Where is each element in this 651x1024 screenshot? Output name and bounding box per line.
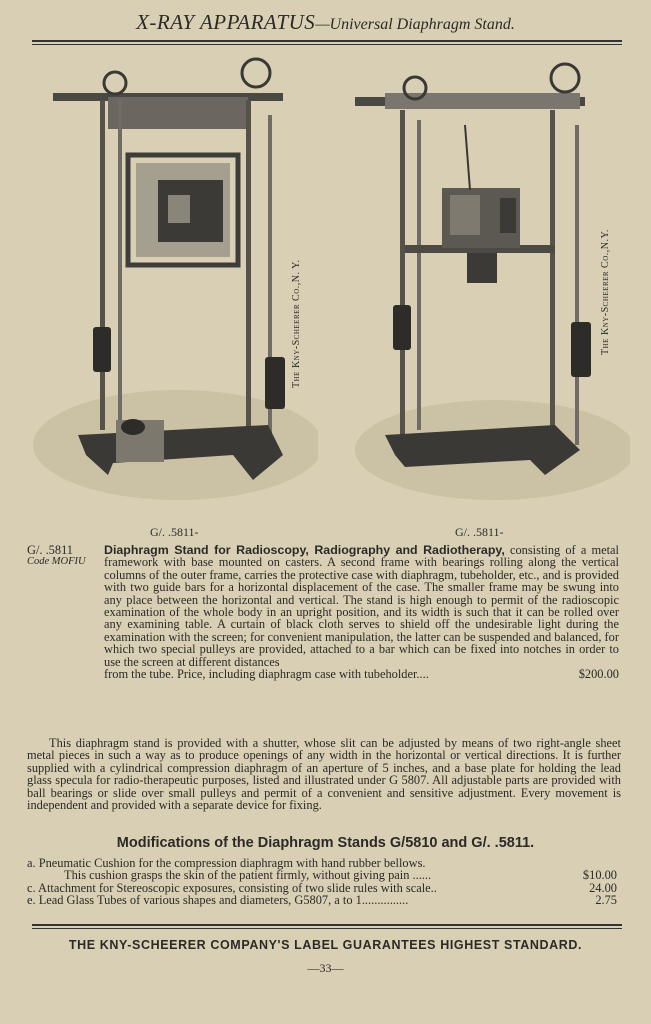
modifications-list [27,857,617,907]
item-text: a. Pneumatic Cushion for the compression diaphragm with hand rubber bellows. [27,856,426,870]
figure-caption: G/. .5811- [455,525,504,539]
guarantee-line: THE KNY-SCHEERER COMPANY'S LABEL GUARANTEES HIGHEST STANDARD. [68,938,583,952]
header-rule [32,40,622,45]
catalog-number: G/. .5811 [27,543,74,557]
item-text: c. Attachment for Stereoscopic exposures, consisting of two slide rules with scale.. [27,880,437,895]
entry-description [104,544,619,680]
list-item [27,894,617,906]
item-text: e. Lead Glass Tubes of various shapes and diameters, G5807, a to 1............... [27,893,409,908]
page-header [0,10,651,35]
price-line [104,668,619,680]
figure-diaphragm-stand-horizontal [345,55,630,525]
catalog-entry [27,544,621,680]
code-word: Code MOFIU [27,556,86,568]
figure-diaphragm-stand-vertical [28,55,318,525]
list-item [27,869,617,881]
footer-rule [32,924,622,929]
item-text: This cushion grasps the skin of the patient firmly, without giving pain ...... [64,868,432,883]
page-number: —33— [307,961,344,975]
maker-imprint: The Kny-Scheerer Co.,N.Y. [600,229,611,355]
entry-codes [27,544,105,569]
stand-illustration-2 [345,55,630,525]
modifications-title: Modifications of the Diaphragm Stands G/5810 and G/. .5811. [116,835,535,851]
entry-body: consisting of a metal framework with base mounted on casters. A second frame with bearings rolling along the vertical columns of the outer frame, carries the protective case with diaphragm, tubeholder, etc., and is provided with two guide bars for a horizontal displacement of the case. The smaller frame may be swung into any place between the horizontal and vertical. The stand is high enough to permit of the radioscopic examination of the whole body in an upright position, and its width is such that it can be rolled over any examining table. A curtain of black cloth serves to shield off the undesirable light during the examination with the screen; for convenient manipulation, the latter can be suspended and balanced, for which two special pulleys are provided, attached to a bar which can be fixed into notches in order to use the screen at different distances [104,543,619,669]
stand-illustration-1 [28,55,318,525]
price-line-text: from the tube. Price, including diaphragm case with tubeholder.... [104,667,429,682]
item-amount: 2.75 [595,893,617,908]
figure-caption: G/. .5811- [150,525,199,539]
header-title: X-RAY APPARATUS [136,10,316,34]
description-paragraph: This diaphragm stand is provided with a shutter, whose slit can be adjusted by means of two right-angle sheet metal pieces in such a way as to produce openings of any width in the horizontal or vertical directions. It is further supplied with a cylindrical compression diaphragm of an aperture of 5 inches, and a base plate for holding the lead glass specula for radio-therapeutic purposes, listed and illustrated under G 5807. All adjustable parts are provided with ball bearings or slide over small pulleys and permit of a convenient and sensitive adjustment. Every movement is independent and provided with a separate device for fixing. [27,736,621,813]
header-subtitle: —Universal Diaphragm Stand. [315,16,515,33]
item-amount: $10.00 [582,868,617,883]
entry-title: Diaphragm Stand for Radioscopy, Radiography and Radiotherapy, [104,543,505,557]
maker-imprint: The Kny-Scheerer Co.,N. Y. [291,259,302,388]
price: $200.00 [578,667,619,682]
item-amount: 24.00 [589,880,617,895]
